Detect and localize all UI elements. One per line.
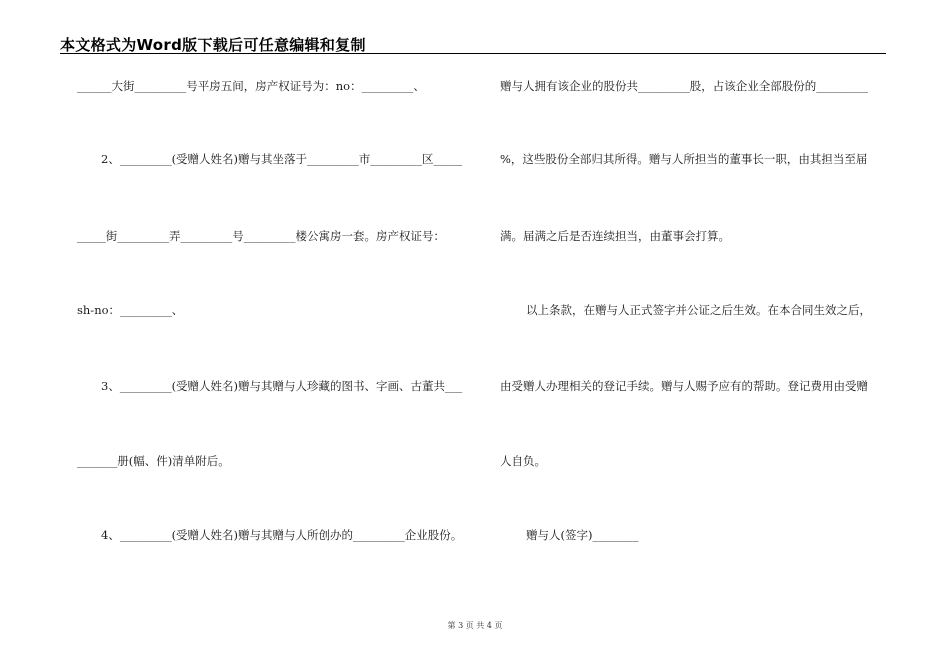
left-line-5: 3、_________(受赠人姓名)赠与其赠与人珍藏的图书、字画、古董共___ [101,379,463,393]
left-line-7: 4、_________(受赠人姓名)赠与其赠与人所创办的_________企业股份。 [101,528,463,542]
left-line-2: 2、_________(受赠人姓名)赠与其坐落于_________市_________区_____ [101,152,463,166]
left-line-4: sh-no：_________、 [77,303,184,317]
page-header-title: 本文格式为Word版下载后可任意编辑和复制 [60,36,366,54]
right-line-6: 人自负。 [500,454,546,468]
right-line-3: 满。届满之后是否连续担当，由董事会打算。 [500,229,730,243]
header-divider [60,53,886,54]
right-line-2: %，这些股份全部归其所得。赠与人所担当的董事长一职，由其担当至届 [500,152,868,166]
right-line-1: 赠与人拥有该企业的股份共_________股，占该企业全部股份的_________ [500,79,868,93]
right-line-4: 以上条款，在赠与人正式签字并公证之后生效。在本合同生效之后， [526,303,871,317]
left-line-1: ______大街_________号平房五间，房产权证号为：no：_________、 [77,79,425,93]
page-number: 第 3 页 共 4 页 [447,621,503,630]
left-line-3: _____街_________弄_________号_________楼公寓房一套。房产权证号： [77,229,445,243]
right-line-7: 赠与人(签字)________ [526,528,639,542]
left-line-6: _______册(幅、件)清单附后。 [77,454,230,468]
right-line-5: 由受赠人办理相关的登记手续。赠与人赐予应有的帮助。登记费用由受赠 [500,379,868,393]
